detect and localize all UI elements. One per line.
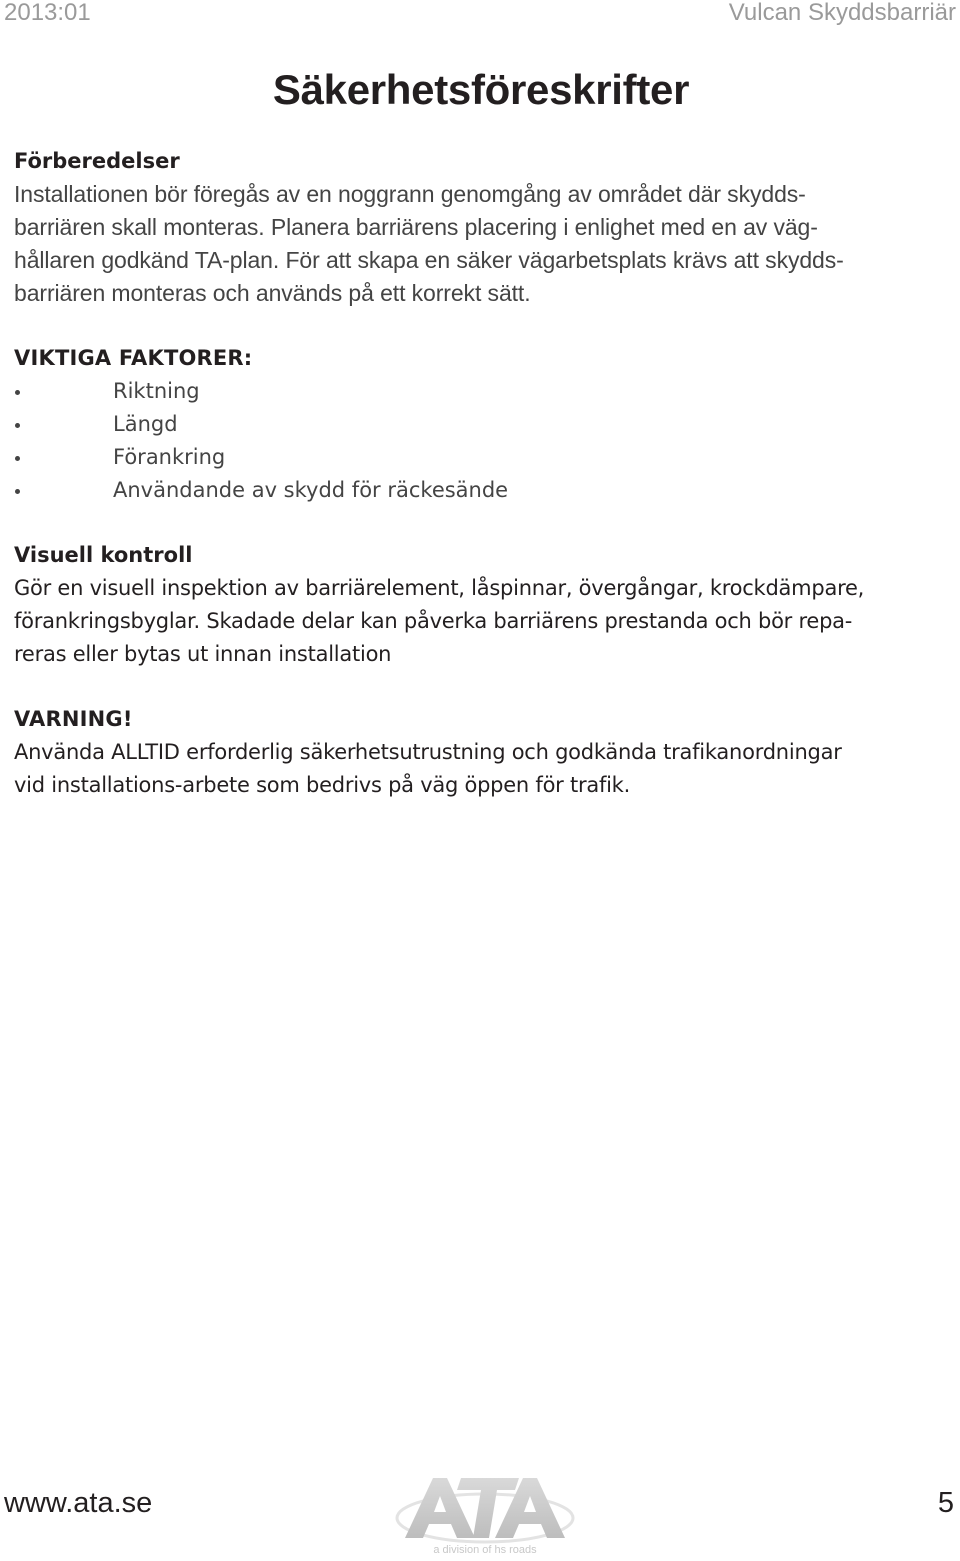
preparations-line: barriären skall monteras. Planera barriärens placering i enlighet med en av väg-	[14, 214, 818, 240]
list-item-label: Längd	[113, 412, 178, 436]
preparations-line: hållaren godkänd TA-plan. För att skapa en säker vägarbetsplats krävs att skydds-	[14, 247, 844, 273]
list-item-label: Förankring	[113, 445, 226, 469]
list-item	[14, 441, 950, 474]
header-product-name: Vulcan Skyddsbarriär	[728, 0, 956, 26]
visual-check-line: reras eller bytas ut innan installation	[14, 642, 392, 666]
preparations-paragraph	[14, 178, 950, 310]
warning-heading: VARNING!	[14, 707, 133, 731]
page-number: 5	[937, 1487, 954, 1519]
list-item-label: Användande av skydd för räckesände	[113, 478, 509, 502]
visual-check-paragraph	[14, 572, 950, 671]
logo-tagline: a division of hs roads	[433, 1544, 537, 1556]
bullet-icon	[15, 390, 20, 395]
ata-logo	[395, 1470, 575, 1560]
list-item	[14, 408, 950, 441]
visual-check-line: förankringsbyglar. Skadade delar kan påverka barriärens prestanda och bör repa-	[14, 609, 853, 633]
factors-heading: VIKTIGA FAKTORER:	[14, 346, 253, 370]
list-item	[14, 375, 950, 408]
header-date-code: 2013:01	[4, 0, 91, 26]
warning-line: vid installations-arbete som bedrivs på väg öppen för trafik.	[14, 773, 631, 797]
bullet-icon	[15, 423, 20, 428]
list-item-label: Riktning	[113, 379, 200, 403]
preparations-line: Installationen bör föregås av en noggrann genomgång av området där skydds-	[14, 181, 806, 207]
preparations-heading: Förberedelser	[14, 149, 180, 173]
list-item	[14, 474, 950, 507]
bullet-icon	[15, 489, 20, 494]
visual-check-heading: Visuell kontroll	[14, 543, 193, 567]
visual-check-line: Gör en visuell inspektion av barriärelement, låspinnar, övergångar, krockdämpare,	[14, 576, 865, 600]
bullet-icon	[15, 456, 20, 461]
warning-paragraph	[14, 736, 950, 802]
footer-url: www.ata.se	[4, 1487, 153, 1519]
preparations-line: barriären monteras och används på ett korrekt sätt.	[14, 280, 531, 306]
document-body	[14, 145, 950, 802]
page-title: Säkerhetsföreskrifter	[272, 66, 690, 113]
ata-logo-icon	[395, 1470, 575, 1546]
factors-list	[14, 375, 950, 507]
warning-line: Använda ALLTID erforderlig säkerhetsutrustning och godkända trafikanordningar	[14, 740, 842, 764]
